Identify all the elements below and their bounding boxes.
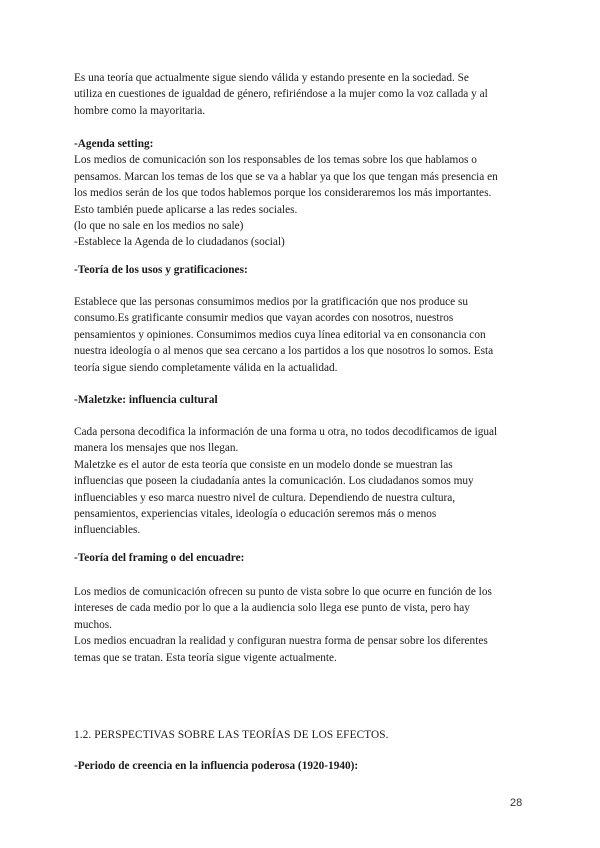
section-title: 1.2. PERSPECTIVAS SOBRE LAS TEORÍAS DE LOS EFECTOS. [74, 729, 389, 741]
paragraph-line: pensamientos y opiniones. Consumimos medios cuya línea editorial va en consonancia con [74, 328, 486, 341]
paragraph-line: intereses de cada medio por lo que a la audiencia solo llega ese punto de vista, pero hay [74, 602, 470, 615]
paragraph-line: Cada persona decodifica la información de una forma u otra, no todos decodificamos de igual [74, 426, 498, 438]
paragraph-line: influencias que poseen la ciudadanía antes la comunicación. Los ciudadanos somos muy [74, 475, 474, 488]
usos-heading-block [74, 262, 526, 278]
maletzke-heading: -Maletzke: influencia cultural [74, 394, 218, 406]
intro-paragraph [74, 70, 526, 119]
paragraph-line: pensamientos, experiencias vitales, ideología o educación seremos más o menos [74, 508, 437, 521]
usos-paragraph [74, 294, 526, 376]
paragraph-line: Los medios encuadran la realidad y configuran nuestra forma de pensar sobre los diferentes [74, 635, 488, 648]
periodo-heading-block [74, 758, 526, 774]
framing-paragraph [74, 584, 526, 666]
framing-heading: -Teoría del framing o del encuadre: [74, 552, 245, 564]
paragraph-line: Maletzke es el autor de esta teoría que consiste en un modelo donde se muestran las [74, 458, 453, 471]
paragraph-line: Los medios de comunicación son los responsables de los temas sobre los que hablamos o [74, 154, 477, 167]
agenda-setting-section [74, 136, 526, 251]
agenda-setting-heading: -Agenda setting: [74, 138, 154, 150]
paragraph-line: hombre como la mayoritaria. [74, 104, 206, 117]
periodo-heading: -Periodo de creencia en la influencia poderosa (1920-1940): [74, 760, 359, 772]
paragraph-line: teoría sigue siendo completamente válida en la actualidad. [74, 361, 338, 374]
paragraph-line: Esto también puede aplicarse a las redes sociales. [74, 203, 298, 216]
maletzke-heading-block [74, 392, 526, 408]
paragraph-line: nuestra ideología o al menos que sea cercano a los partidos a los que nosotros lo somos. Esta [74, 345, 494, 358]
page-number: 28 [510, 797, 523, 809]
maletzke-paragraph [74, 424, 526, 539]
paragraph-line: pensamos. Marcan los temas de los que se va a hablar ya que los que tengan más presencia en [74, 170, 498, 183]
paragraph-line: manera los mensajes que nos llegan. [74, 442, 239, 455]
paragraph-line: utiliza en cuestiones de igualdad de género, refiriéndose a la mujer como la voz callada y al [74, 88, 488, 101]
paragraph-line: (lo que no sale en los medios no sale) [74, 220, 244, 233]
framing-heading-block [74, 550, 526, 566]
paragraph-line: consumo.Es gratificante consumir medios que vayan acordes con nosotros, nuestros [74, 312, 454, 325]
paragraph-line: influenciables y eso marca nuestro nivel de cultura. Dependiendo de nuestra cultura, [74, 491, 456, 504]
paragraph-line: Los medios de comunicación ofrecen su punto de vista sobre lo que ocurre en función de los [74, 586, 492, 598]
paragraph-line: -Establece la Agenda de lo ciudadanos (social) [74, 236, 285, 249]
usos-gratificaciones-heading: -Teoría de los usos y gratificaciones: [74, 264, 248, 276]
paragraph-line: Establece que las personas consumimos medios por la gratificación que nos produce su [74, 296, 469, 308]
paragraph-line: muchos. [74, 618, 112, 631]
paragraph-line: Es una teoría que actualmente sigue siendo válida y estando presente en la sociedad. Se [74, 72, 469, 84]
paragraph-line: influenciables. [74, 524, 141, 537]
paragraph-line: temas que se tratan. Esta teoría sigue vigente actualmente. [74, 651, 337, 664]
paragraph-line: los medios serán de los que todos hablemos porque los consideraremos los más importantes. [74, 187, 492, 200]
